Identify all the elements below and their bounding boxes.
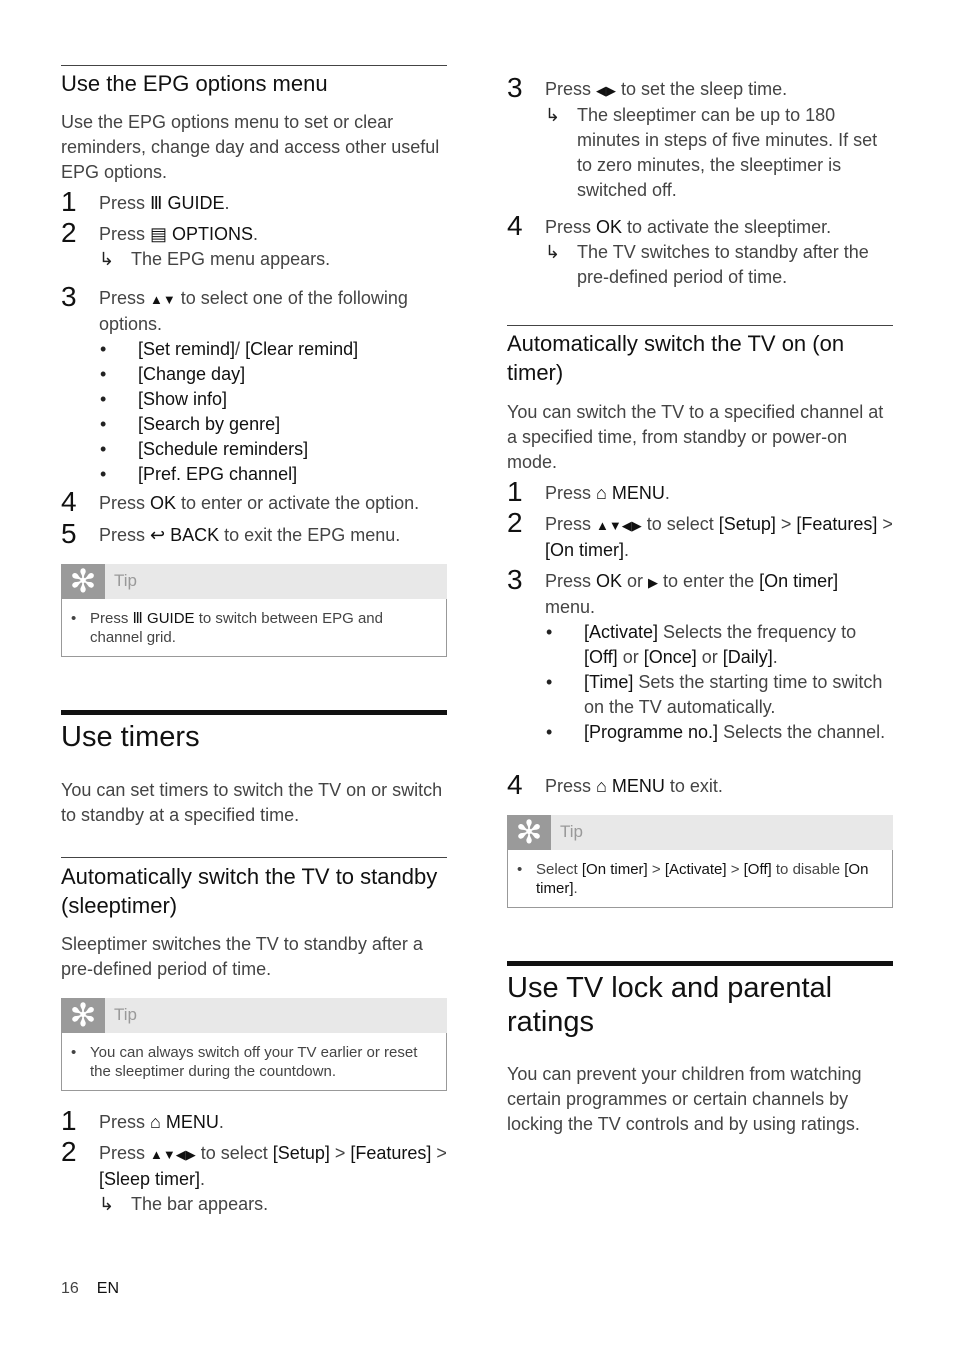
option-label: [Set remind] xyxy=(138,339,236,359)
bullet-icon: • xyxy=(546,672,553,692)
sleep-step-4 xyxy=(507,210,893,290)
menu-path: [Off] xyxy=(743,861,772,878)
tip-body xyxy=(61,599,447,657)
step-text: menu. xyxy=(545,597,596,617)
tv-lock-intro: You can prevent your children from watching certain programmes or certain channels by locking the TV controls and by using ratings. xyxy=(507,1064,862,1134)
tip-body xyxy=(507,850,893,908)
step-number: 2 xyxy=(61,1136,77,1167)
chapter-rule xyxy=(61,710,447,715)
list-item: • [Set remind]/ [Clear remind] xyxy=(99,337,447,362)
sleep-step-3 xyxy=(507,72,893,203)
bullet-icon: • xyxy=(100,464,107,484)
section-title-use-timers: Use timers xyxy=(61,721,200,753)
result-text: The TV switches to standby after the pre-defined period of time. xyxy=(577,242,869,287)
epg-step-2 xyxy=(61,217,447,272)
home-icon: ⌂ xyxy=(596,776,607,796)
sleeptimer-intro: Sleeptimer switches the TV to standby after a pre-defined period of time. xyxy=(61,934,423,979)
back-icon: ↩ xyxy=(150,525,166,545)
step-result xyxy=(99,247,447,272)
tip-box xyxy=(61,564,447,657)
step-text: > xyxy=(329,1143,351,1163)
step-number: 2 xyxy=(61,217,77,248)
tip-label: Tip xyxy=(114,571,137,590)
menu-path: [On timer] xyxy=(581,861,648,878)
tip-text: to disable xyxy=(771,861,845,878)
step-text: Press xyxy=(99,1143,151,1163)
tip-icon: ✻ xyxy=(507,815,551,850)
option-label: [Activate] xyxy=(584,622,659,642)
tip-label: Tip xyxy=(114,1005,137,1024)
tip-icon: ✻ xyxy=(61,998,105,1033)
menu-path: [Features] xyxy=(350,1143,432,1163)
step-text: > xyxy=(431,1143,447,1163)
step-number: 3 xyxy=(61,281,77,312)
menu-key: MENU xyxy=(606,483,665,503)
section-title-tv-lock: Use TV lock and parental ratings xyxy=(507,972,833,1038)
guide-icon: Ⅲ xyxy=(150,193,163,213)
list-item xyxy=(99,462,447,487)
option-label: [Programme no.] xyxy=(584,722,719,742)
step-text: Press xyxy=(545,483,597,503)
step-text: Press xyxy=(99,525,151,545)
menu-path: [Setup] xyxy=(718,514,776,534)
step-text: to select xyxy=(641,514,719,534)
right-arrow-icon: ▶ xyxy=(648,575,659,590)
step-text: Press xyxy=(545,514,597,534)
on-timer-step-1 xyxy=(507,476,893,507)
step-text: . xyxy=(200,1169,206,1189)
bullet-icon: • xyxy=(546,622,553,642)
list-item xyxy=(99,387,447,412)
option-label: [Time] xyxy=(584,672,634,692)
epg-options-list xyxy=(99,337,447,487)
step-text: to exit. xyxy=(664,776,723,796)
epg-step-5 xyxy=(61,518,447,549)
page-number: 16 xyxy=(61,1280,79,1297)
left-right-icon: ◀▶ xyxy=(596,83,617,98)
step-number: 1 xyxy=(61,1105,77,1136)
arrow-keys-icon: ▲▼◀▶ xyxy=(596,518,642,533)
list-item xyxy=(99,412,447,437)
step-text: to exit the EPG menu. xyxy=(219,525,401,545)
on-timer-step-2 xyxy=(507,507,893,563)
result-arrow-icon: ↳ xyxy=(545,242,561,262)
ok-key: OK xyxy=(596,217,623,237)
bullet-icon: • xyxy=(100,439,107,459)
epg-intro: Use the EPG options menu to set or clear reminders, change day and access other useful EPG options. xyxy=(61,112,440,182)
step-number: 3 xyxy=(507,564,523,595)
result-text: The EPG menu appears. xyxy=(131,249,331,269)
step-text: . xyxy=(624,540,630,560)
step-text: or xyxy=(622,571,649,591)
result-arrow-icon: ↳ xyxy=(99,1194,115,1214)
list-item xyxy=(99,437,447,462)
tip-header xyxy=(507,815,893,850)
step-text: Press xyxy=(545,79,597,99)
section-title-epg-options: Use the EPG options menu xyxy=(61,71,328,96)
option-value: [Once] xyxy=(643,647,697,667)
chapter-rule xyxy=(507,961,893,966)
option-value: [Daily] xyxy=(722,647,773,667)
step-number: 1 xyxy=(61,186,77,217)
menu-path: [On timer] xyxy=(759,571,839,591)
bullet-icon: • xyxy=(71,1044,77,1061)
menu-path: [Setup] xyxy=(272,1143,330,1163)
sleep-step-1 xyxy=(61,1105,447,1136)
step-number: 2 xyxy=(507,507,523,538)
step-text: to activate the sleeptimer. xyxy=(622,217,832,237)
menu-key: MENU xyxy=(160,1112,219,1132)
guide-key: GUIDE xyxy=(142,610,195,627)
option-desc: Selects the frequency to xyxy=(658,622,857,642)
tip-box xyxy=(61,998,447,1091)
list-item xyxy=(545,670,893,720)
step-number: 4 xyxy=(61,486,77,517)
step-text: Press xyxy=(99,224,151,244)
on-timer-options-list xyxy=(545,620,893,745)
list-item xyxy=(545,620,893,670)
tip-label: Tip xyxy=(560,822,583,841)
step-text: Press xyxy=(545,571,597,591)
menu-path: [On timer] xyxy=(545,540,625,560)
step-number: 4 xyxy=(507,210,523,241)
options-icon: ▤ xyxy=(150,224,168,244)
step-text: Press xyxy=(99,288,151,308)
home-icon: ⌂ xyxy=(150,1112,161,1132)
bullet-icon: • xyxy=(100,389,107,409)
menu-path: [Activate] xyxy=(664,861,727,878)
menu-path: [Features] xyxy=(796,514,878,534)
tip-icon: ✻ xyxy=(61,564,105,599)
up-down-icon: ▲▼ xyxy=(150,292,176,307)
step-text: to set the sleep time. xyxy=(616,79,788,99)
step-text: . xyxy=(253,224,259,244)
step-text: . xyxy=(224,193,230,213)
option-label: [Pref. EPG channel] xyxy=(138,464,298,484)
epg-step-4 xyxy=(61,486,447,517)
step-number: 4 xyxy=(507,769,523,800)
step-result xyxy=(99,1192,447,1217)
section-title-sleeptimer: Automatically switch the TV to standby (sleeptimer) xyxy=(61,864,438,918)
tip-text: > xyxy=(726,861,744,878)
option-label: [Clear remind] xyxy=(245,339,359,359)
option-label: [Change day] xyxy=(138,364,246,384)
step-text: to enter the xyxy=(658,571,760,591)
step-text: to select xyxy=(195,1143,273,1163)
step-result xyxy=(545,103,893,203)
bullet-icon: • xyxy=(517,861,523,878)
step-number: 3 xyxy=(507,72,523,103)
guide-icon: Ⅲ xyxy=(132,610,143,627)
menu-path: [On timer] xyxy=(536,861,869,897)
section-title-on-timer: Automatically switch the TV on (on timer) xyxy=(507,331,845,385)
option-desc: Selects the channel. xyxy=(718,722,886,742)
on-timer-step-4 xyxy=(507,769,893,800)
tip-header xyxy=(61,998,447,1033)
tip-text: Select xyxy=(536,861,582,878)
section-rule xyxy=(61,65,447,66)
options-key: OPTIONS xyxy=(167,224,254,244)
option-label: [Search by genre] xyxy=(138,414,281,434)
option-desc: Sets the starting time to switch on the TV automatically. xyxy=(584,672,883,717)
step-text: . xyxy=(218,1112,224,1132)
bullet-icon: • xyxy=(71,610,77,627)
tip-text: You can always switch off your TV earlier or reset the sleeptimer during the countdown. xyxy=(90,1044,418,1080)
ok-key: OK xyxy=(150,493,177,513)
ok-key: OK xyxy=(596,571,623,591)
epg-step-1 xyxy=(61,186,447,217)
bullet-icon: • xyxy=(100,364,107,384)
option-desc: . xyxy=(772,647,778,667)
tip-box xyxy=(507,815,893,908)
step-text: Press xyxy=(99,193,151,213)
bullet-icon: • xyxy=(100,414,107,434)
step-text: to enter or activate the option. xyxy=(176,493,420,513)
tip-text: to switch between EPG and channel grid. xyxy=(90,610,383,646)
timers-intro: You can set timers to switch the TV on or switch to standby at a specified time. xyxy=(61,780,443,825)
step-text: > xyxy=(775,514,797,534)
option-label: [Schedule reminders] xyxy=(138,439,309,459)
option-desc: or xyxy=(696,647,723,667)
result-text: The sleeptimer can be up to 180 minutes in steps of five minutes. If set to zero minutes, the sleeptimer is switched off. xyxy=(577,105,878,200)
step-text: Press xyxy=(99,1112,151,1132)
tip-header xyxy=(61,564,447,599)
result-arrow-icon: ↳ xyxy=(99,249,115,269)
tip-text: Press xyxy=(90,610,133,627)
on-timer-step-3 xyxy=(507,564,893,745)
step-text: . xyxy=(664,483,670,503)
step-number: 1 xyxy=(507,476,523,507)
arrow-keys-icon: ▲▼◀▶ xyxy=(150,1147,196,1162)
tip-text: . xyxy=(573,880,578,897)
tip-text: > xyxy=(647,861,665,878)
step-text: Press xyxy=(99,493,151,513)
option-value: [Off] xyxy=(584,647,618,667)
list-item xyxy=(545,720,893,745)
tip-body xyxy=(61,1033,447,1091)
language-label: EN xyxy=(96,1280,120,1297)
bullet-icon: • xyxy=(100,339,107,359)
on-timer-intro: You can switch the TV to a specified channel at a specified time, from standby or power-on mode. xyxy=(507,402,884,472)
list-item xyxy=(99,362,447,387)
bullet-icon: • xyxy=(546,722,553,742)
menu-path: [Sleep timer] xyxy=(99,1169,201,1189)
section-rule xyxy=(507,325,893,326)
step-result xyxy=(545,240,893,290)
back-key: BACK xyxy=(165,525,220,545)
step-text: Press xyxy=(545,217,597,237)
home-icon: ⌂ xyxy=(596,483,607,503)
step-text: to select one of the following options. xyxy=(99,288,408,334)
result-text: The bar appears. xyxy=(131,1194,269,1214)
sleep-step-2 xyxy=(61,1136,447,1217)
page-footer xyxy=(61,1280,119,1298)
option-desc: or xyxy=(617,647,644,667)
step-number: 5 xyxy=(61,518,77,549)
step-text: > xyxy=(877,514,893,534)
result-arrow-icon: ↳ xyxy=(545,105,561,125)
option-label: [Show info] xyxy=(138,389,228,409)
step-text: Press xyxy=(545,776,597,796)
section-rule xyxy=(61,857,447,858)
epg-step-3 xyxy=(61,281,447,487)
menu-key: MENU xyxy=(606,776,665,796)
guide-key: GUIDE xyxy=(162,193,225,213)
